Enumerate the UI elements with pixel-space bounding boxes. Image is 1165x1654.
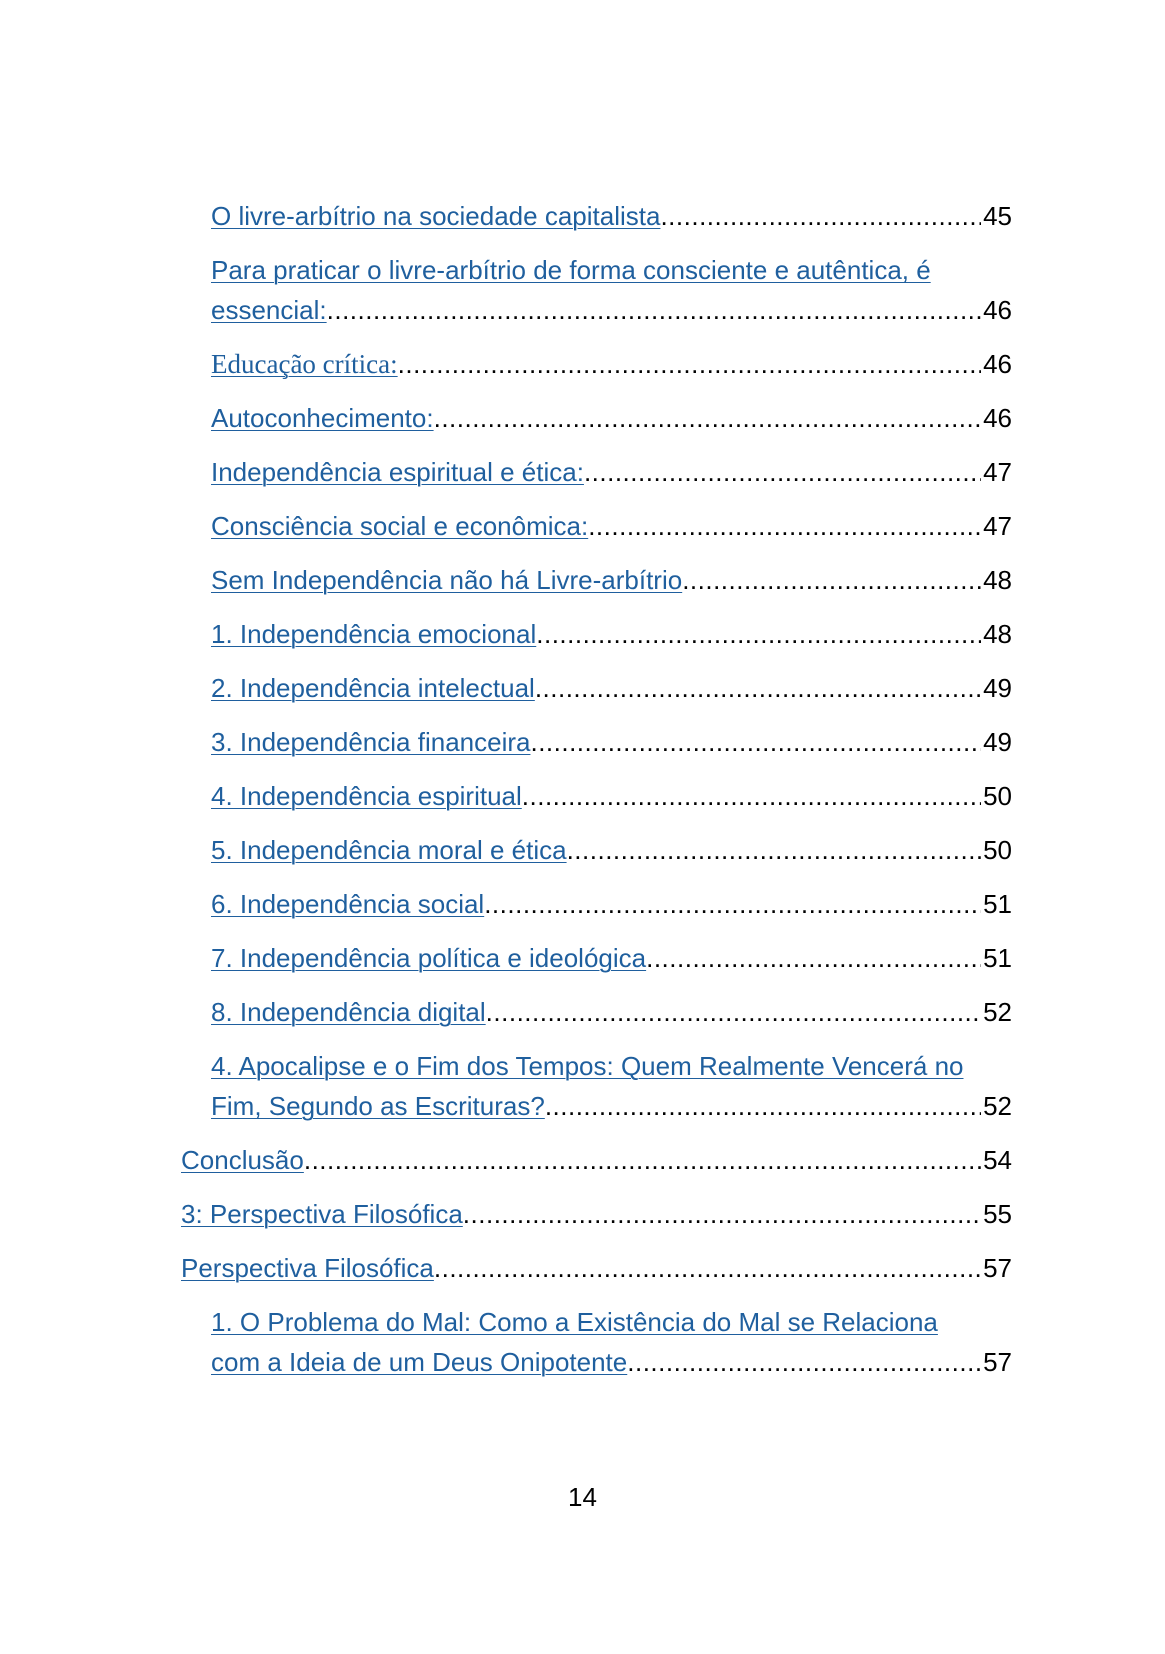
toc-entry-link[interactable]: O livre-arbítrio na sociedade capitalista — [211, 201, 661, 231]
toc-entry[interactable] — [181, 614, 1012, 654]
toc-entry-link[interactable]: Autoconhecimento: — [211, 403, 434, 433]
toc-entry-link[interactable]: 1. O Problema do Mal: Como a Existência do Mal se Relaciona — [211, 1307, 938, 1337]
toc-entry-link[interactable]: 1. Independência emocional — [211, 619, 537, 649]
toc-entry[interactable] — [181, 250, 1012, 330]
toc-entry-link[interactable]: Independência espiritual e ética: — [211, 457, 584, 487]
dot-leader — [627, 1342, 981, 1382]
toc-page-number: 51 — [983, 943, 1012, 973]
toc-page-number: 49 — [983, 727, 1012, 757]
dot-leader — [522, 776, 981, 816]
toc-entry-link[interactable]: Fim, Segundo as Escrituras? — [211, 1091, 545, 1121]
dot-leader — [530, 722, 981, 762]
toc-entry[interactable] — [181, 560, 1012, 600]
dot-leader — [463, 1194, 981, 1234]
toc-page-number: 54 — [983, 1145, 1012, 1175]
toc-entry-link[interactable]: Sem Independência não há Livre-arbítrio — [211, 565, 683, 595]
toc-page-number: 47 — [983, 511, 1012, 541]
toc-entry-link[interactable]: 4. Apocalipse e o Fim dos Tempos: Quem Realmente Vencerá no — [211, 1051, 964, 1081]
toc-entry-link[interactable]: com a Ideia de um Deus Onipotente — [211, 1347, 628, 1377]
toc-entry[interactable] — [181, 722, 1012, 762]
toc-entry-link[interactable]: Conclusão — [181, 1145, 304, 1175]
dot-leader — [584, 452, 981, 492]
toc-entry[interactable] — [181, 1046, 1012, 1126]
toc-page-number: 46 — [983, 403, 1012, 433]
dot-leader — [484, 884, 981, 924]
toc-entry-link[interactable]: Para praticar o livre-arbítrio de forma consciente e autêntica, é — [211, 255, 931, 285]
toc-page-number: 57 — [983, 1253, 1012, 1283]
dot-leader — [304, 1140, 981, 1180]
toc-page-number: 47 — [983, 457, 1012, 487]
toc-entry[interactable] — [181, 938, 1012, 978]
toc-entry[interactable] — [181, 668, 1012, 708]
toc-entry-link[interactable]: 4. Independência espiritual — [211, 781, 522, 811]
dot-leader — [682, 560, 981, 600]
toc-page-number: 49 — [983, 673, 1012, 703]
dot-leader — [434, 1248, 981, 1288]
toc-entry-link[interactable]: 8. Independência digital — [211, 997, 486, 1027]
toc-entry[interactable] — [181, 506, 1012, 546]
toc-entry[interactable] — [181, 452, 1012, 492]
dot-leader — [646, 938, 981, 978]
toc-page-number: 57 — [983, 1347, 1012, 1377]
dot-leader — [434, 398, 981, 438]
dot-leader — [398, 344, 981, 384]
toc-entry[interactable] — [181, 196, 1012, 236]
toc-page-number: 55 — [983, 1199, 1012, 1229]
toc-page-number: 45 — [983, 201, 1012, 231]
toc-entry[interactable] — [181, 1194, 1012, 1234]
toc-entry-link[interactable]: Perspectiva Filosófica — [181, 1253, 434, 1283]
toc-entry[interactable] — [181, 344, 1012, 384]
toc-entry[interactable] — [181, 1302, 1012, 1382]
toc-entry-link[interactable]: Educação crítica: — [211, 349, 398, 379]
toc-entry[interactable] — [181, 830, 1012, 870]
toc-page-number: 48 — [983, 619, 1012, 649]
toc-entry-link[interactable]: 3. Independência financeira — [211, 727, 531, 757]
toc-page-number: 52 — [983, 997, 1012, 1027]
dot-leader — [486, 992, 981, 1032]
toc-entry[interactable] — [181, 398, 1012, 438]
dot-leader — [536, 614, 981, 654]
toc-entry-link[interactable]: 3: Perspectiva Filosófica — [181, 1199, 463, 1229]
toc-entry[interactable] — [181, 884, 1012, 924]
toc-entry[interactable] — [181, 992, 1012, 1032]
toc-entry-link[interactable]: essencial: — [211, 295, 327, 325]
toc-entry[interactable] — [181, 776, 1012, 816]
dot-leader — [327, 290, 981, 330]
toc-entry-link[interactable]: Consciência social e econômica: — [211, 511, 589, 541]
dot-leader — [545, 1086, 981, 1126]
toc-entry-link[interactable]: 7. Independência política e ideológica — [211, 943, 647, 973]
toc-page-number: 51 — [983, 889, 1012, 919]
table-of-contents — [181, 196, 1012, 1396]
toc-page-number: 48 — [983, 565, 1012, 595]
toc-page-number: 46 — [983, 349, 1012, 379]
toc-entry-link[interactable]: 6. Independência social — [211, 889, 485, 919]
toc-entry[interactable] — [181, 1248, 1012, 1288]
toc-page-number: 46 — [983, 295, 1012, 325]
toc-page-number: 52 — [983, 1091, 1012, 1121]
dot-leader — [535, 668, 981, 708]
toc-entry-link[interactable]: 5. Independência moral e ética — [211, 835, 567, 865]
toc-entry-link[interactable]: 2. Independência intelectual — [211, 673, 535, 703]
toc-entry[interactable] — [181, 1140, 1012, 1180]
toc-page-number: 50 — [983, 835, 1012, 865]
toc-page-number: 50 — [983, 781, 1012, 811]
dot-leader — [588, 506, 981, 546]
page-number: 14 — [568, 1482, 597, 1512]
dot-leader — [567, 830, 982, 870]
dot-leader — [660, 196, 981, 236]
